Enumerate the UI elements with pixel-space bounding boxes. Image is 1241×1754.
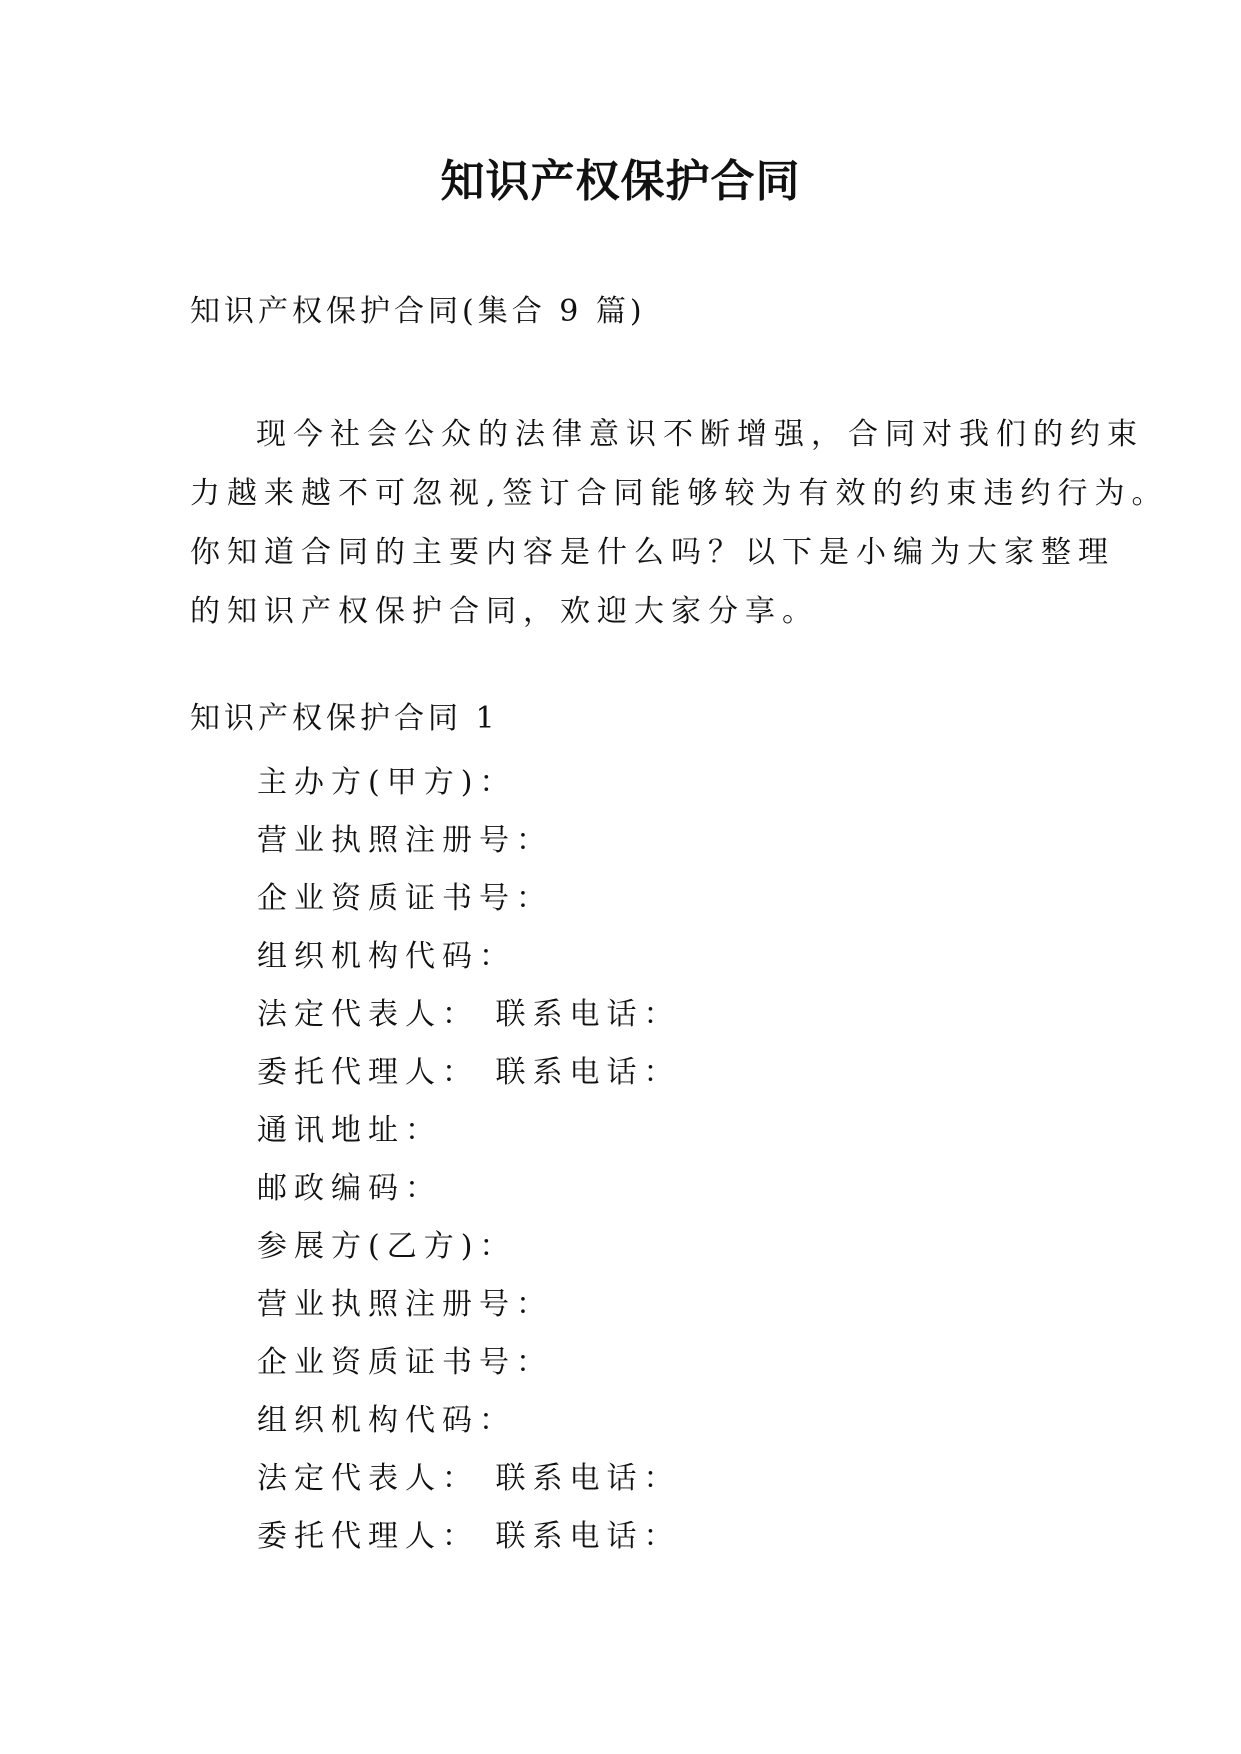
intro-line: 现今社会公众的法律意识不断增强，合同对我们的约束 xyxy=(256,417,1144,452)
field-organization-code: 组织机构代码： xyxy=(257,1403,516,1438)
section-heading: 知识产权保护合同 1 xyxy=(190,701,499,736)
field-legal-rep-phone: 法定代表人： 联系电话： xyxy=(257,1461,681,1496)
field-qualification-cert-no: 企业资质证书号： xyxy=(257,1345,553,1380)
field-exhibitor-party-b: 参展方(乙方)： xyxy=(257,1229,517,1264)
field-business-license-no: 营业执照注册号： xyxy=(257,823,553,858)
field-organizer-party-a: 主办方(甲方)： xyxy=(257,765,517,800)
intro-line: 你知道合同的主要内容是什么吗？以下是小编为大家整理 xyxy=(190,535,1115,570)
field-postal-code: 邮政编码： xyxy=(257,1171,442,1206)
intro-line: 的知识产权保护合同，欢迎大家分享。 xyxy=(190,594,819,629)
field-agent-phone: 委托代理人： 联系电话： xyxy=(257,1055,681,1090)
field-legal-rep-phone: 法定代表人： 联系电话： xyxy=(257,997,681,1032)
intro-paragraph xyxy=(190,405,1169,641)
field-agent-phone: 委托代理人： 联系电话： xyxy=(257,1519,681,1554)
document-title: 知识产权保护合同 xyxy=(440,156,801,207)
field-qualification-cert-no: 企业资质证书号： xyxy=(257,881,553,916)
intro-line: 力越来越不可忽视,签订合同能够较为有效的约束违约行为。 xyxy=(190,476,1169,511)
field-business-license-no: 营业执照注册号： xyxy=(257,1287,553,1322)
field-mailing-address: 通讯地址： xyxy=(257,1113,442,1148)
contract-field-list xyxy=(257,754,681,1566)
field-organization-code: 组织机构代码： xyxy=(257,939,516,974)
document-subtitle: 知识产权保护合同(集合 9 篇) xyxy=(190,294,646,329)
